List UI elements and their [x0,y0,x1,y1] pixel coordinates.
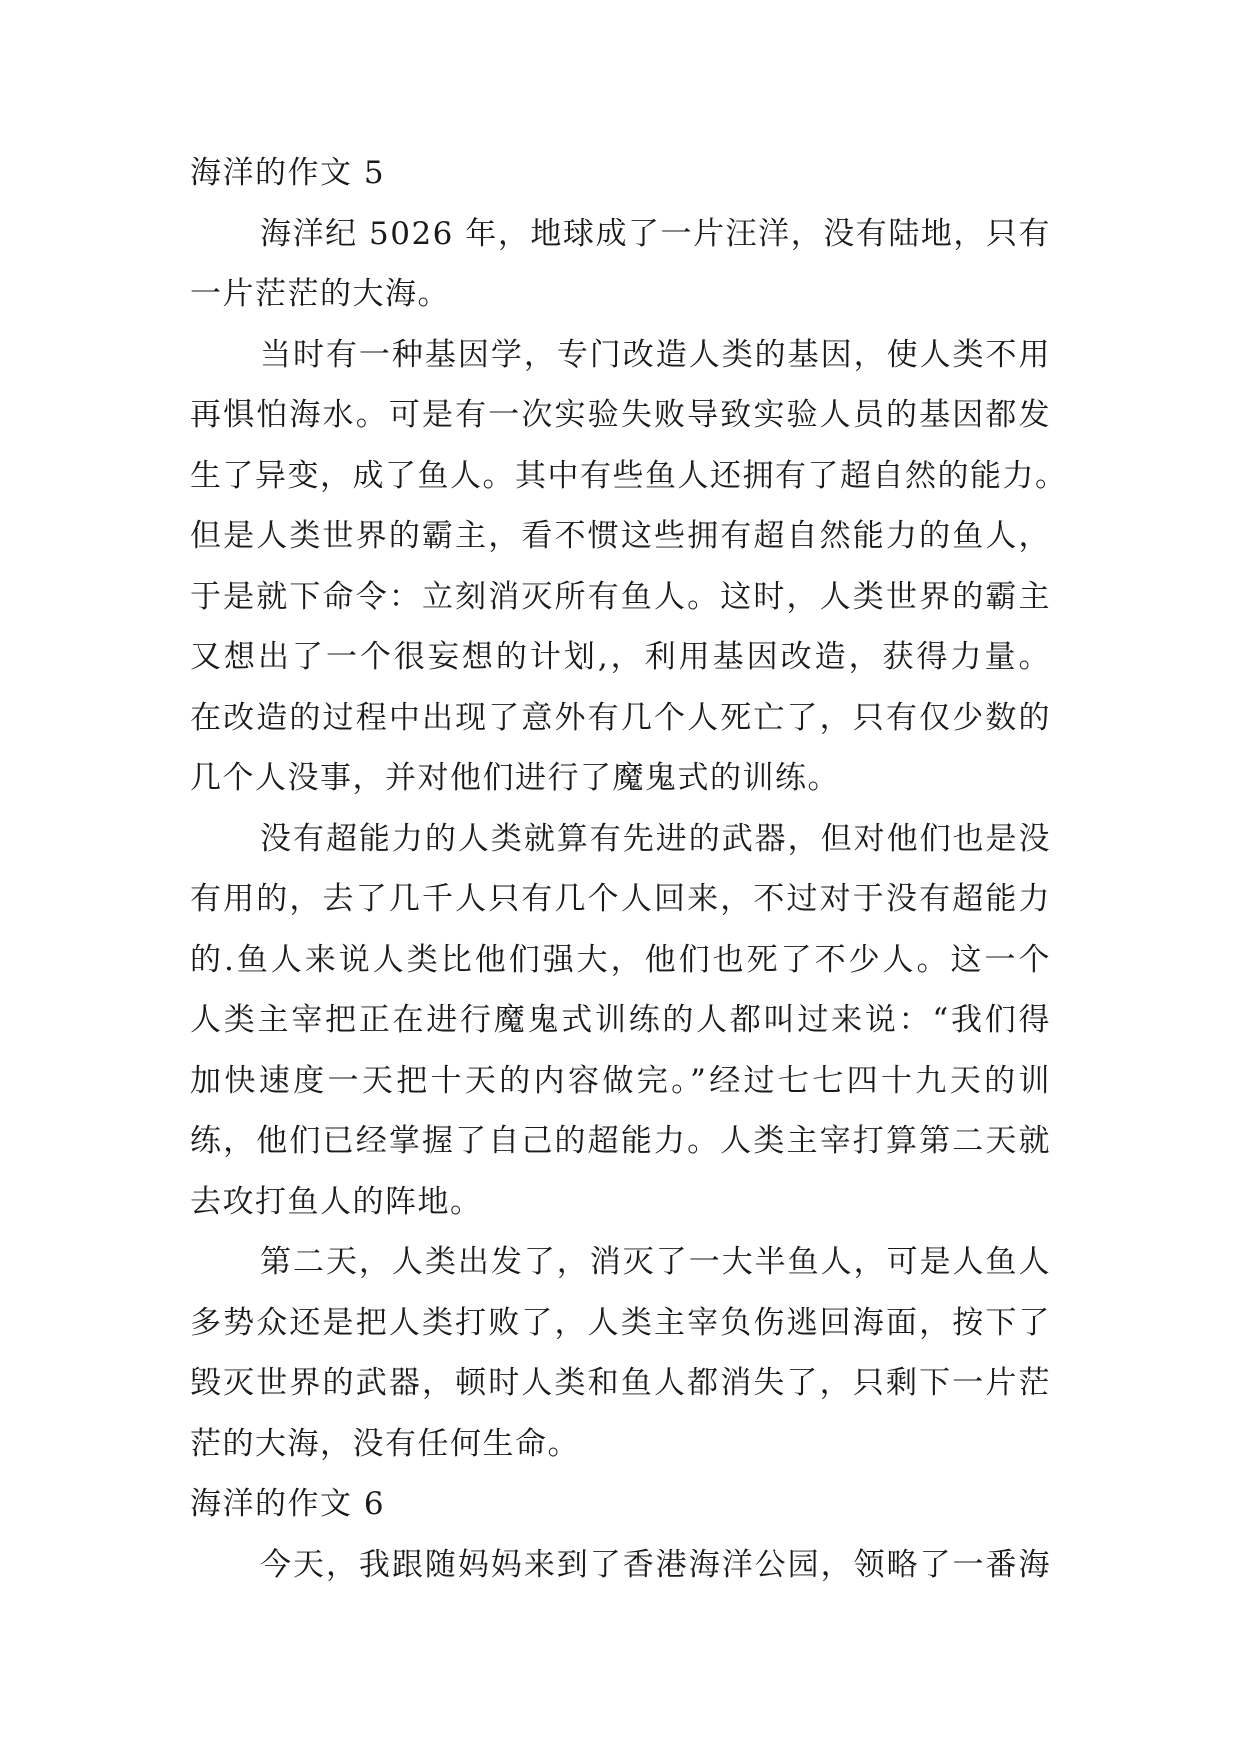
text-line: 又想出了一个很妄想的计划,，利用基因改造，获得力量。 [190,639,1051,675]
section-heading: 海洋的作文 6 [190,1486,386,1522]
text-line: 的.鱼人来说人类比他们强大，他们也死了不少人。这一个 [190,941,1051,978]
text-line: 第二天，人类出发了，消灭了一大半鱼人，可是人鱼人 [260,1244,1051,1280]
section-heading: 海洋的作文 5 [190,155,386,191]
text-line: 今天，我跟随妈妈来到了香港海洋公园，领略了一番海 [260,1546,1051,1583]
text-line: 于是就下命令：立刻消灭所有鱼人。这时，人类世界的霸主 [190,578,1051,615]
paragraph [190,325,1068,809]
paragraph [190,204,1051,325]
text-line: 去攻打鱼人的阵地。 [190,1183,483,1220]
text-line: 生了异变，成了鱼人。其中有些鱼人还拥有了超自然的能力。 [190,457,1068,494]
text-line: 茫的大海，没有任何生命。 [190,1425,580,1462]
text-line: 一片茫茫的大海。 [190,276,450,312]
text-line: 海洋纪 5026 年，地球成了一片汪洋，没有陆地，只有 [260,215,1051,252]
text-line: 再惧怕海水。可是有一次实验失败导致实验人员的基因都发 [190,397,1051,433]
text-line: 多势众还是把人类打败了，人类主宰负伤逃回海面，按下了 [190,1304,1051,1341]
document-body [190,143,1068,1595]
text-line: 但是人类世界的霸主，看不惯这些拥有超自然能力的鱼人， [190,518,1051,554]
text-line: 加快速度一天把十天的内容做完。”经过七七四十九天的训 [190,1062,1051,1099]
text-line: 在改造的过程中出现了意外有几个人死亡了，只有仅少数的 [190,699,1051,736]
text-line: 当时有一种基因学，专门改造人类的基因，使人类不用 [260,336,1051,373]
text-line: 几个人没事，并对他们进行了魔鬼式的训练。 [190,760,840,796]
text-line: 练，他们已经掌握了自己的超能力。人类主宰打算第二天就 [190,1123,1051,1159]
text-line: 人类主宰把正在进行魔鬼式训练的人都叫过来说：“我们得 [190,1002,1051,1038]
paragraph [190,809,1051,1233]
text-line: 有用的，去了几千人只有几个人回来，不过对于没有超能力 [190,881,1051,917]
paragraph [190,1232,1051,1474]
paragraph [190,1535,1051,1596]
text-line: 毁灭世界的武器，顿时人类和鱼人都消失了，只剩下一片茫 [190,1365,1051,1401]
text-line: 没有超能力的人类就算有先进的武器，但对他们也是没 [260,820,1051,857]
